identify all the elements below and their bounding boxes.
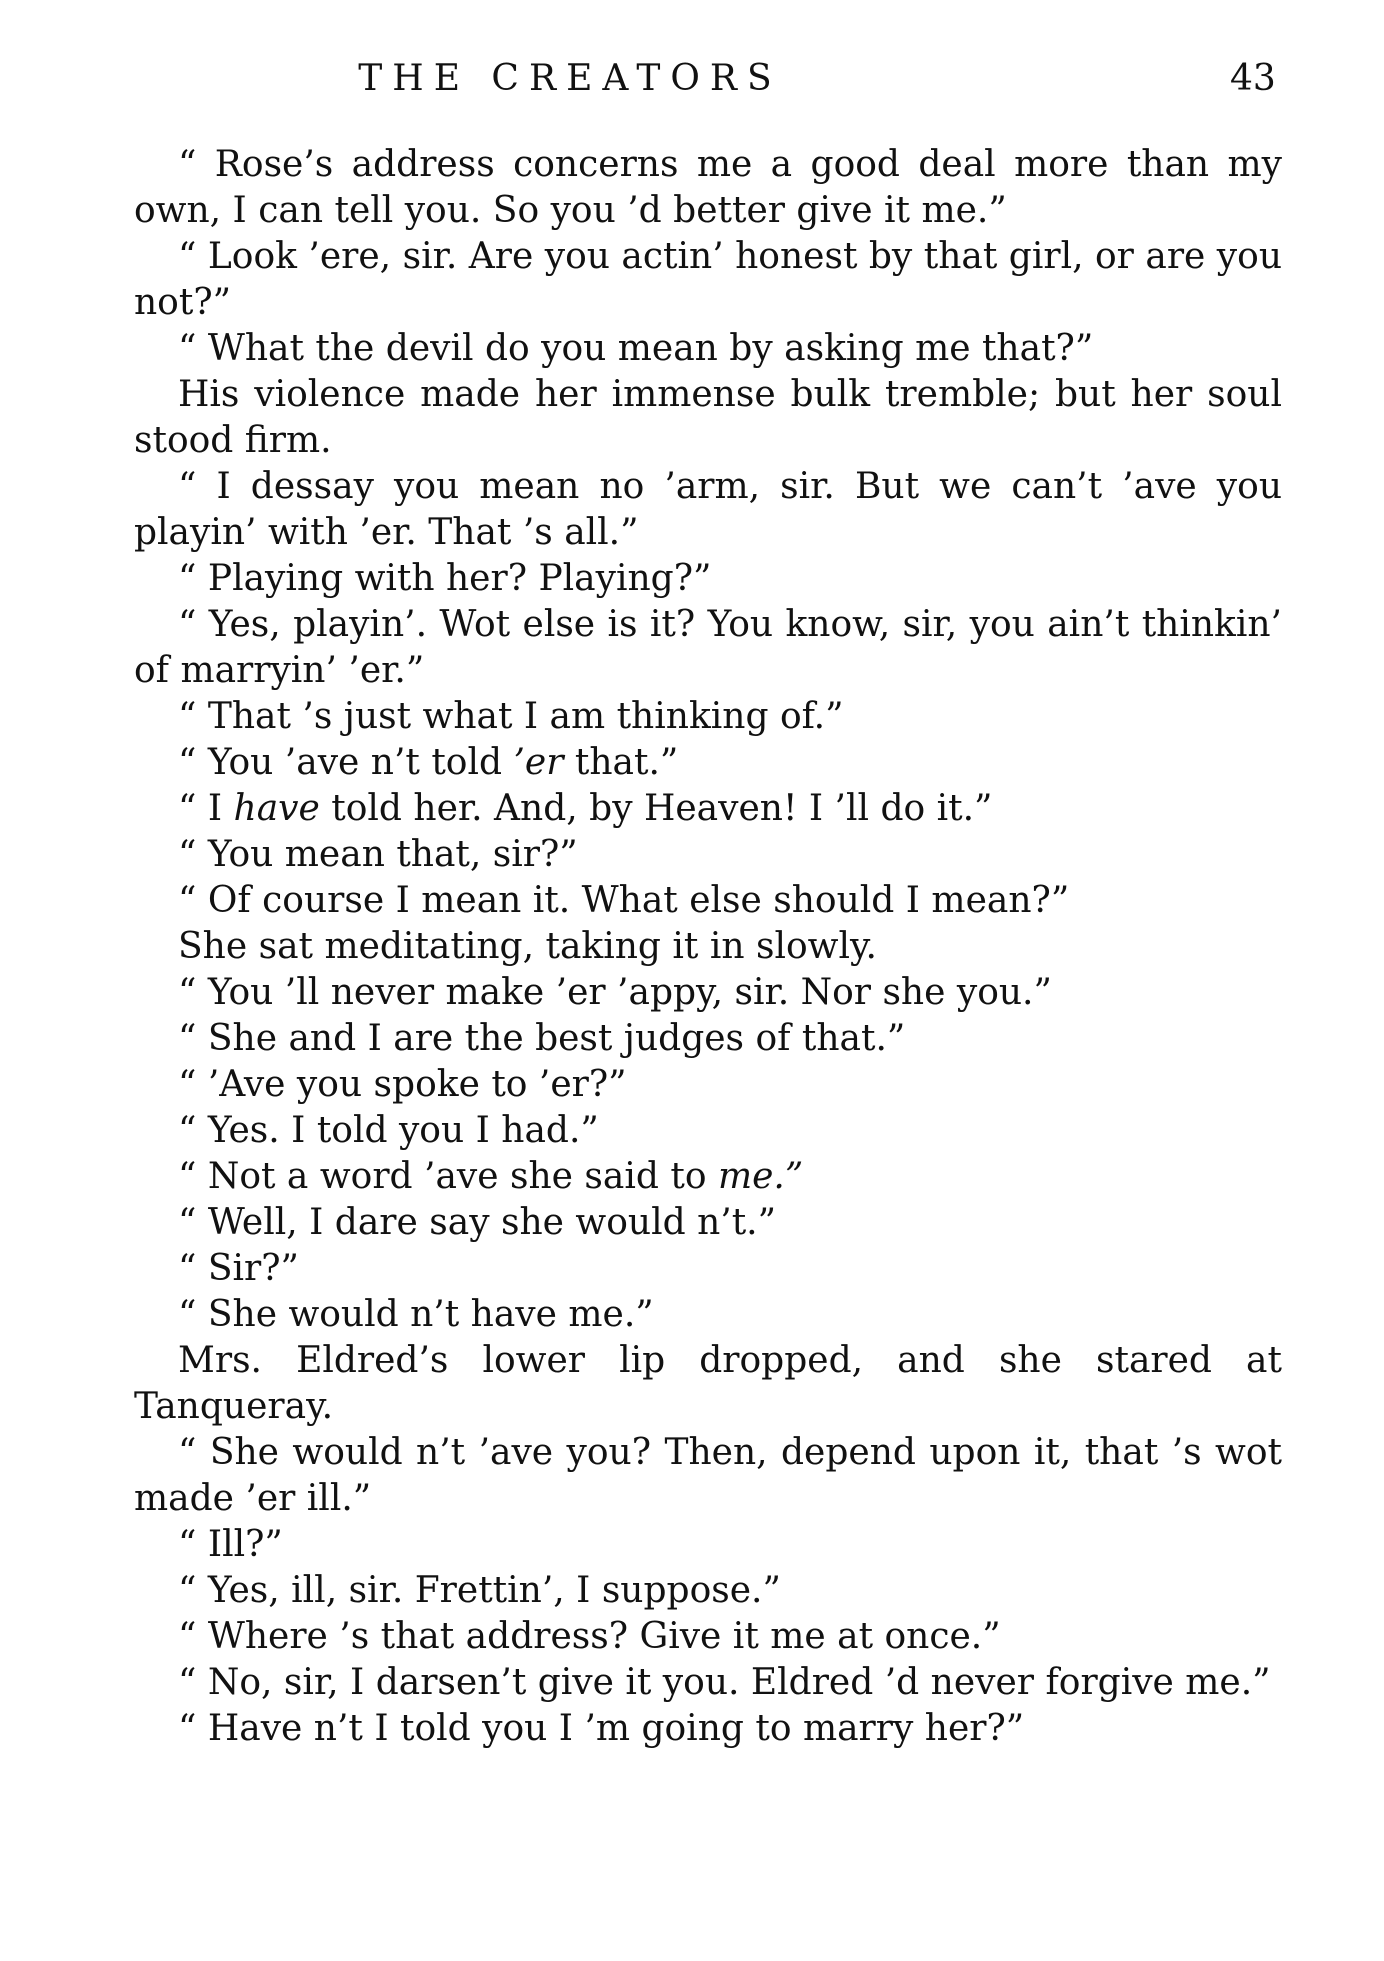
paragraph: “ You ’ave n’t told ’er that.” xyxy=(178,742,679,783)
paragraph: Mrs. Eldred’s lower lip dropped, and she stared at Tanqueray. xyxy=(134,1340,1282,1427)
paragraph: “ Of course I mean it. What else should I mean?” xyxy=(178,880,1070,921)
paragraph: His violence made her immense bulk tremble; but her soul stood firm. xyxy=(134,374,1282,461)
paragraph: “ Rose’s address concerns me a good deal more than my own, I can tell you. So you ’d better give it me.” xyxy=(134,144,1282,231)
paragraph: “ What the devil do you mean by asking me that?” xyxy=(178,328,1094,369)
paragraph: “ Playing with her? Playing?” xyxy=(178,558,712,599)
page-number: 43 xyxy=(1230,58,1276,99)
paragraph: She sat meditating, taking it in slowly. xyxy=(178,926,877,967)
paragraph: “ Yes, playin’. Wot else is it? You know, sir, you ain’t thinkin’ of marryin’ ’er.” xyxy=(134,604,1282,691)
paragraph: “ She and I are the best judges of that.” xyxy=(178,1018,906,1059)
italic-text: me.” xyxy=(717,1156,804,1197)
paragraph: “ Ill?” xyxy=(178,1524,283,1565)
paragraph: “ I dessay you mean no ’arm, sir. But we can’t ’ave you playin’ with ’er. That ’s all.” xyxy=(134,466,1282,553)
paragraph: “ I have told her. And, by Heaven! I ’ll do it.” xyxy=(178,788,993,829)
paragraph: “ Where ’s that address? Give it me at once.” xyxy=(178,1616,1001,1657)
italic-text: ’er xyxy=(513,742,564,783)
paragraph: “ You ’ll never make ’er ’appy, sir. Nor she you.” xyxy=(178,972,1052,1013)
paragraph: “ Not a word ’ave she said to me.” xyxy=(178,1156,804,1197)
paragraph: “ Have n’t I told you I ’m going to marry her?” xyxy=(178,1708,1025,1749)
body-text xyxy=(134,142,1282,1752)
page-header xyxy=(0,58,1384,108)
italic-text: have xyxy=(233,788,320,829)
paragraph: “ She would n’t ’ave you? Then, depend upon it, that ’s wot made ’er ill.” xyxy=(134,1432,1282,1519)
paragraph: “ Yes, ill, sir. Frettin’, I suppose.” xyxy=(178,1570,781,1611)
paragraph: “ No, sir, I darsen’t give it you. Eldred ’d never forgive me.” xyxy=(178,1662,1271,1703)
paragraph: “ Sir?” xyxy=(178,1248,299,1289)
running-title: THE CREATORS xyxy=(358,58,782,99)
paragraph: “ That ’s just what I am thinking of.” xyxy=(178,696,844,737)
paragraph: “ You mean that, sir?” xyxy=(178,834,578,875)
paragraph: “ Yes. I told you I had.” xyxy=(178,1110,599,1151)
paragraph: “ She would n’t have me.” xyxy=(178,1294,654,1335)
paragraph: “ ’Ave you spoke to ’er?” xyxy=(178,1064,627,1105)
paragraph: “ Look ’ere, sir. Are you actin’ honest by that girl, or are you not?” xyxy=(134,236,1282,323)
paragraph: “ Well, I dare say she would n’t.” xyxy=(178,1202,777,1243)
